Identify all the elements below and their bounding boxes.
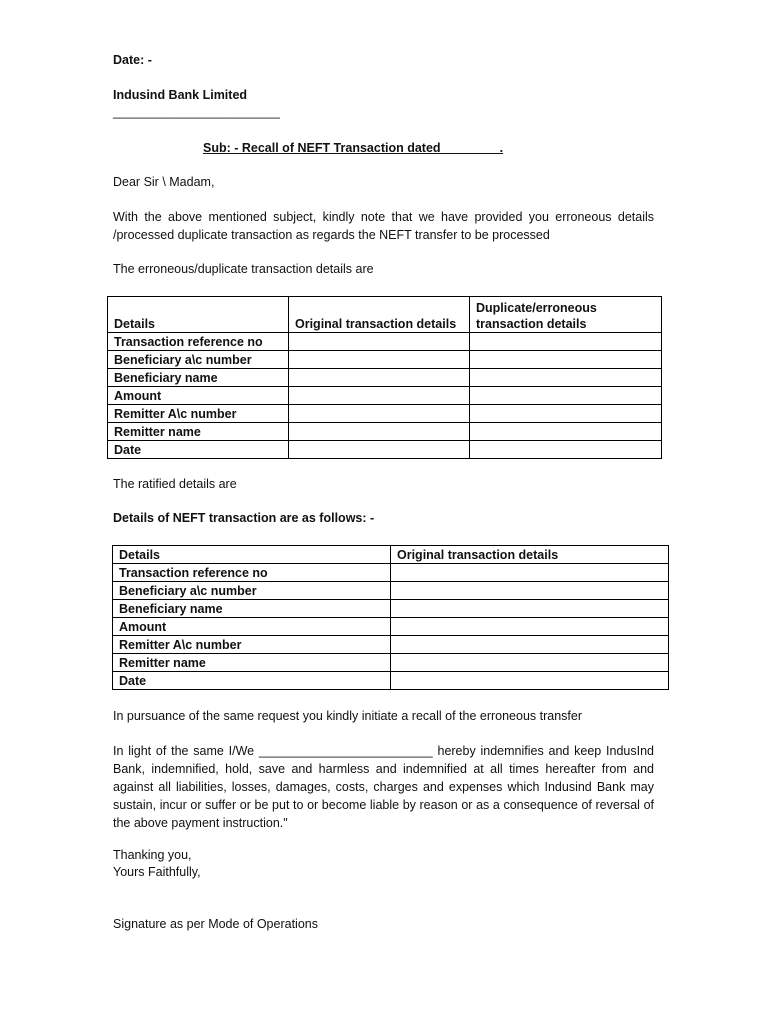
table-header-row <box>108 297 662 333</box>
original-value-cell[interactable] <box>391 618 669 636</box>
table-row <box>108 351 662 369</box>
row-label: Date <box>108 441 289 459</box>
table-row <box>113 654 669 672</box>
table-row <box>113 636 669 654</box>
indemnity-paragraph: In light of the same I/We _________________________ hereby indemnifies and keep IndusInd Bank, indemnified, hold, save and harmless and indemnified at all times hereafter from and against all liabilities, losses, damages, costs, charges and expenses which Indusind Bank may sustain, incur or suffer or be put to or become liable by reason or as a consequence of reversal of the above payment instruction." <box>113 744 654 830</box>
original-value-cell[interactable] <box>391 600 669 618</box>
duplicate-value-cell[interactable] <box>470 423 662 441</box>
original-value-cell[interactable] <box>289 351 470 369</box>
table-row <box>108 405 662 423</box>
original-value-cell[interactable] <box>391 672 669 690</box>
original-value-cell[interactable] <box>289 387 470 405</box>
row-label: Beneficiary name <box>108 369 289 387</box>
erroneous-details-intro: The erroneous/duplicate transaction details are <box>113 262 374 276</box>
duplicate-value-cell[interactable] <box>470 369 662 387</box>
original-value-cell[interactable] <box>289 423 470 441</box>
column-header-details: Details <box>113 546 391 564</box>
column-header-original: Original transaction details <box>391 546 669 564</box>
table-row <box>113 672 669 690</box>
column-header-details: Details <box>108 297 289 333</box>
duplicate-value-cell[interactable] <box>470 441 662 459</box>
closing-yours: Yours Faithfully, <box>113 865 201 879</box>
salutation: Dear Sir \ Madam, <box>113 175 215 189</box>
row-label: Amount <box>113 618 391 636</box>
neft-details-heading: Details of NEFT transaction are as follows: - <box>113 511 375 525</box>
row-label: Beneficiary name <box>113 600 391 618</box>
column-header-original: Original transaction details <box>289 297 470 333</box>
bank-address-blank: ________________________ <box>113 105 280 119</box>
row-label: Transaction reference no <box>113 564 391 582</box>
ratified-transaction-table <box>112 545 669 690</box>
table-row <box>108 441 662 459</box>
duplicate-value-cell[interactable] <box>470 351 662 369</box>
table-header-row <box>113 546 669 564</box>
original-value-cell[interactable] <box>391 582 669 600</box>
original-value-cell[interactable] <box>289 369 470 387</box>
original-value-cell[interactable] <box>391 636 669 654</box>
row-label: Remitter name <box>108 423 289 441</box>
closing-thanks: Thanking you, <box>113 848 192 862</box>
table-row <box>108 369 662 387</box>
row-label: Amount <box>108 387 289 405</box>
ratified-details-intro: The ratified details are <box>113 477 237 491</box>
subject-line: Sub: - Recall of NEFT Transaction dated ________. <box>203 141 504 155</box>
duplicate-value-cell[interactable] <box>470 405 662 423</box>
row-label: Remitter A\c number <box>113 636 391 654</box>
table-row <box>108 387 662 405</box>
intro-paragraph: With the above mentioned subject, kindly note that we have provided you erroneous details /processed duplicate transaction as regards the NEFT transfer to be processed <box>113 210 654 242</box>
duplicate-value-cell[interactable] <box>470 333 662 351</box>
table-row <box>113 564 669 582</box>
row-label: Beneficiary a\c number <box>113 582 391 600</box>
erroneous-transaction-table <box>107 296 662 459</box>
table-row <box>113 582 669 600</box>
original-value-cell[interactable] <box>289 333 470 351</box>
table-row <box>113 600 669 618</box>
row-label: Transaction reference no <box>108 333 289 351</box>
original-value-cell[interactable] <box>391 654 669 672</box>
table-row <box>108 423 662 441</box>
duplicate-value-cell[interactable] <box>470 387 662 405</box>
original-value-cell[interactable] <box>289 405 470 423</box>
date-label: Date: - <box>113 53 152 67</box>
column-header-duplicate: Duplicate/erroneous transaction details <box>470 297 662 333</box>
row-label: Beneficiary a\c number <box>108 351 289 369</box>
row-label: Date <box>113 672 391 690</box>
bank-name: Indusind Bank Limited <box>113 88 248 102</box>
signature-line: Signature as per Mode of Operations <box>113 917 318 931</box>
original-value-cell[interactable] <box>391 564 669 582</box>
table-row <box>113 618 669 636</box>
row-label: Remitter name <box>113 654 391 672</box>
original-value-cell[interactable] <box>289 441 470 459</box>
table-row <box>108 333 662 351</box>
row-label: Remitter A\c number <box>108 405 289 423</box>
pursuance-text: In pursuance of the same request you kindly initiate a recall of the erroneous transfer <box>113 709 583 723</box>
